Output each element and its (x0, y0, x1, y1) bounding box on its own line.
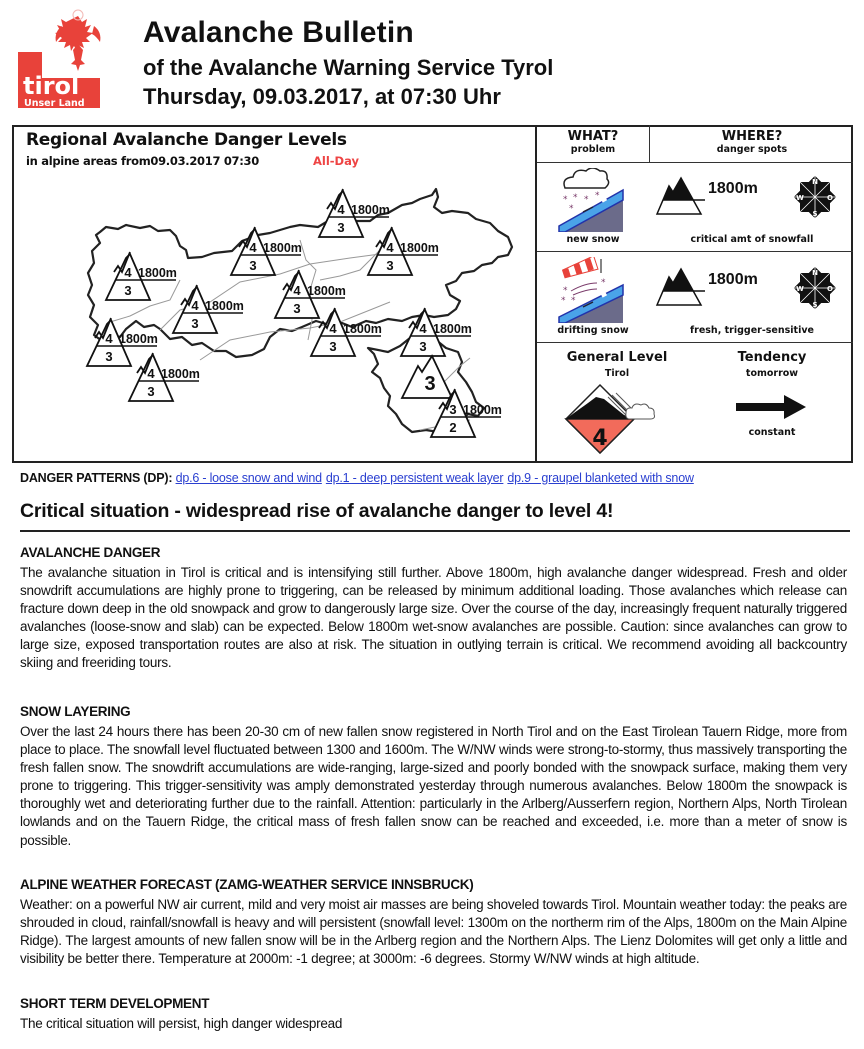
region-danger-icon (401, 308, 472, 356)
svg-text:4: 4 (337, 202, 345, 217)
section-short-term-development (20, 996, 847, 1033)
svg-text:1800m: 1800m (433, 322, 472, 336)
svg-text:3: 3 (105, 349, 113, 364)
svg-text:N: N (812, 269, 818, 277)
section-body: The avalanche situation in Tirol is critical and is intensifying still further. Above 1800m, high avalanche danger widespread. Fresh and older snowdrift accumulations are highly prone to triggering, can be released by minimum additional loading. Those avalanches which release can fracture down deep in the old snowpack and grow to dangerously large size. Over the course of the day, increasingly frequent naturally triggered avalanches (loose-snow and slab) can be expected. Below 1800m wet-snow avalanches are possible. Caution: since avalanches can grow to large size, exposed transportation routes are also at risk. The situation in outlying terrain is critical. We recommend avoiding all backcountry skiing and freeriding tours. (20, 565, 847, 671)
svg-text:*: * (573, 193, 578, 203)
danger-pattern-link-dp9[interactable]: dp.9 - graupel blanketed with snow (507, 471, 694, 485)
svg-text:*: * (563, 286, 568, 296)
headline-divider (20, 530, 850, 532)
svg-text:1800m: 1800m (463, 403, 502, 417)
svg-text:1800m: 1800m (343, 322, 382, 336)
new-snow-icon (557, 168, 629, 232)
section-body: The critical situation will persist, high danger widespread (20, 1016, 343, 1031)
page-subtitle: of the Avalanche Warning Service Tyrol (143, 55, 554, 80)
section-title: ALPINE WEATHER FORECAST (ZAMG-WEATHER SERVICE INNSBRUCK) (20, 877, 474, 892)
svg-text:4: 4 (105, 331, 113, 346)
svg-text:3: 3 (419, 339, 427, 354)
svg-text:3: 3 (449, 402, 457, 417)
svg-text:1800m: 1800m (119, 332, 158, 346)
region-danger-icon (106, 252, 177, 300)
page-title: Avalanche Bulletin (143, 16, 414, 49)
svg-text:1800m: 1800m (263, 241, 302, 255)
svg-text:*: * (571, 296, 576, 306)
svg-text:1800m: 1800m (138, 266, 177, 280)
tendency-title: Tendency (737, 350, 807, 365)
region-danger-icon (402, 356, 452, 398)
section-body: Over the last 24 hours there has been 20-30 cm of new fallen snow registered in North Tirol and on the East Tirolean Tauern Ridge, more from place to place. The snowfall level fluctuated between 1300 and 1600m. The W/NW winds were strong-to-stormy, thus massively transporting the fresh fallen snow. The snowdrift accumulations are wide-ranging, large-sized and poorly bonded with the snowpack surface, making them very prone to triggering. This trigger-sensitivity was amply demonstrated yesterday through numerous avalanches. Below 1800m the snowpack is thoroughly wet and deteriorating further due to the rainfall. Attention: particularly in the Arlberg/Ausserfern region, Northern Alps, North Tirolean lowlands and on the Tauern Ridge, the critical mass of fresh fallen snow can be reached and exceeded, i.e. more than a meter of snow is possible. (20, 724, 847, 848)
map-subtitle: in alpine areas from09.03.2017 07:30 (26, 154, 259, 168)
svg-text:4: 4 (419, 321, 427, 336)
svg-text:O: O (827, 285, 833, 293)
general-level-title: General Level (566, 350, 668, 365)
where-header: WHERE? danger spots (716, 129, 788, 155)
svg-text:tirol: tirol (23, 72, 80, 100)
drifting-snow-icon (557, 257, 629, 323)
section-title: SNOW LAYERING (20, 704, 131, 719)
svg-text:1800m: 1800m (400, 241, 439, 255)
headline: Critical situation - widespread rise of avalanche danger to level 4! (20, 500, 614, 522)
danger-spots-drifting-snow: fresh, trigger-sensitive (690, 325, 814, 336)
svg-text:4: 4 (124, 265, 132, 280)
svg-text:3: 3 (329, 339, 337, 354)
danger-level-4-icon (564, 383, 664, 459)
svg-text:S: S (812, 210, 818, 218)
svg-text:*: * (561, 296, 566, 306)
svg-text:1800m: 1800m (351, 203, 390, 217)
svg-text:*: * (569, 204, 574, 214)
svg-text:Unser Land: Unser Land (24, 98, 85, 109)
elevation-above-icon (655, 176, 705, 216)
region-danger-icon (319, 189, 390, 237)
elevation-above-icon (655, 267, 705, 307)
problem-panel (535, 125, 853, 463)
danger-spots-new-snow: critical amt of snowfall (690, 234, 814, 245)
svg-text:*: * (595, 191, 600, 201)
svg-text:S: S (812, 301, 818, 309)
general-level-region: Tirol (604, 368, 630, 379)
aspect-rose-icon (789, 171, 841, 223)
problem-elevation: 1800m (708, 271, 758, 288)
section-snow-layering (20, 704, 847, 850)
problem-label-drifting-snow: drifting snow (557, 325, 629, 336)
section-title: SHORT TERM DEVELOPMENT (20, 996, 210, 1011)
svg-text:N: N (812, 178, 818, 186)
svg-text:4: 4 (592, 426, 608, 451)
tirol-danger-map (14, 175, 534, 460)
svg-text:3: 3 (386, 258, 394, 273)
svg-text:3: 3 (191, 316, 199, 331)
svg-text:4: 4 (386, 240, 394, 255)
svg-text:4: 4 (147, 366, 155, 381)
section-avalanche-danger (20, 545, 847, 673)
svg-text:3: 3 (147, 384, 155, 399)
region-danger-icon (173, 285, 244, 333)
svg-text:4: 4 (293, 283, 301, 298)
svg-text:3: 3 (337, 220, 345, 235)
svg-text:3: 3 (249, 258, 257, 273)
bulletin-date: Thursday, 09.03.2017, at 07:30 Uhr (143, 84, 501, 109)
tirol-eagle-icon (18, 8, 110, 110)
region-danger-icon (129, 353, 200, 401)
svg-text:4: 4 (249, 240, 257, 255)
map-title: Regional Avalanche Danger Levels (26, 130, 347, 150)
tirol-logo (18, 8, 110, 110)
section-body: Weather: on a powerful NW air current, mild and very moist air masses are being shoveled towards Tirol. Mountain weather today: the peaks are shrouded in cloud, rainfall/snowfall is heavy and will persistent (snowfall level: 1300m on the northerm rim of the Alps, 1800m on the Main Alpine Ridge). The largest amounts of new fallen snow will be in the Arlberg region and the Northern Alps. The Lienz Dolomites will get only a little and visibility be better there. Temperature at 2000m: -1 degree; at 3000m: -6 degrees. Stormy W/NW winds at high altitude. (20, 897, 847, 967)
problem-elevation: 1800m (708, 180, 758, 197)
danger-patterns-label: DANGER PATTERNS (DP): (20, 471, 173, 485)
svg-text:4: 4 (191, 298, 199, 313)
svg-text:3: 3 (424, 373, 436, 395)
svg-text:1800m: 1800m (307, 284, 346, 298)
svg-text:W: W (796, 194, 804, 202)
svg-text:2: 2 (449, 420, 457, 435)
danger-pattern-link-dp1[interactable]: dp.1 - deep persistent weak layer (325, 471, 504, 485)
danger-patterns (20, 471, 698, 485)
tendency-value: constant (748, 427, 796, 438)
section-title: AVALANCHE DANGER (20, 545, 161, 560)
svg-text:W: W (796, 285, 804, 293)
arrow-right-icon (734, 393, 809, 421)
svg-text:*: * (584, 195, 589, 205)
what-header: WHAT? problem (567, 129, 619, 155)
svg-text:3: 3 (124, 283, 132, 298)
aspect-rose-icon (789, 262, 841, 314)
problem-label-new-snow: new snow (566, 234, 620, 245)
tendency-sub: tomorrow (745, 368, 799, 379)
svg-text:*: * (601, 278, 606, 288)
section-weather-forecast (20, 877, 847, 968)
svg-text:1800m: 1800m (205, 299, 244, 313)
svg-text:*: * (563, 195, 568, 205)
svg-text:O: O (827, 194, 833, 202)
svg-text:1800m: 1800m (161, 367, 200, 381)
region-danger-icon (368, 227, 439, 275)
svg-text:4: 4 (329, 321, 337, 336)
map-period: All-Day (313, 154, 360, 168)
danger-pattern-link-dp6[interactable]: dp.6 - loose snow and wind (175, 471, 322, 485)
svg-text:3: 3 (293, 301, 301, 316)
